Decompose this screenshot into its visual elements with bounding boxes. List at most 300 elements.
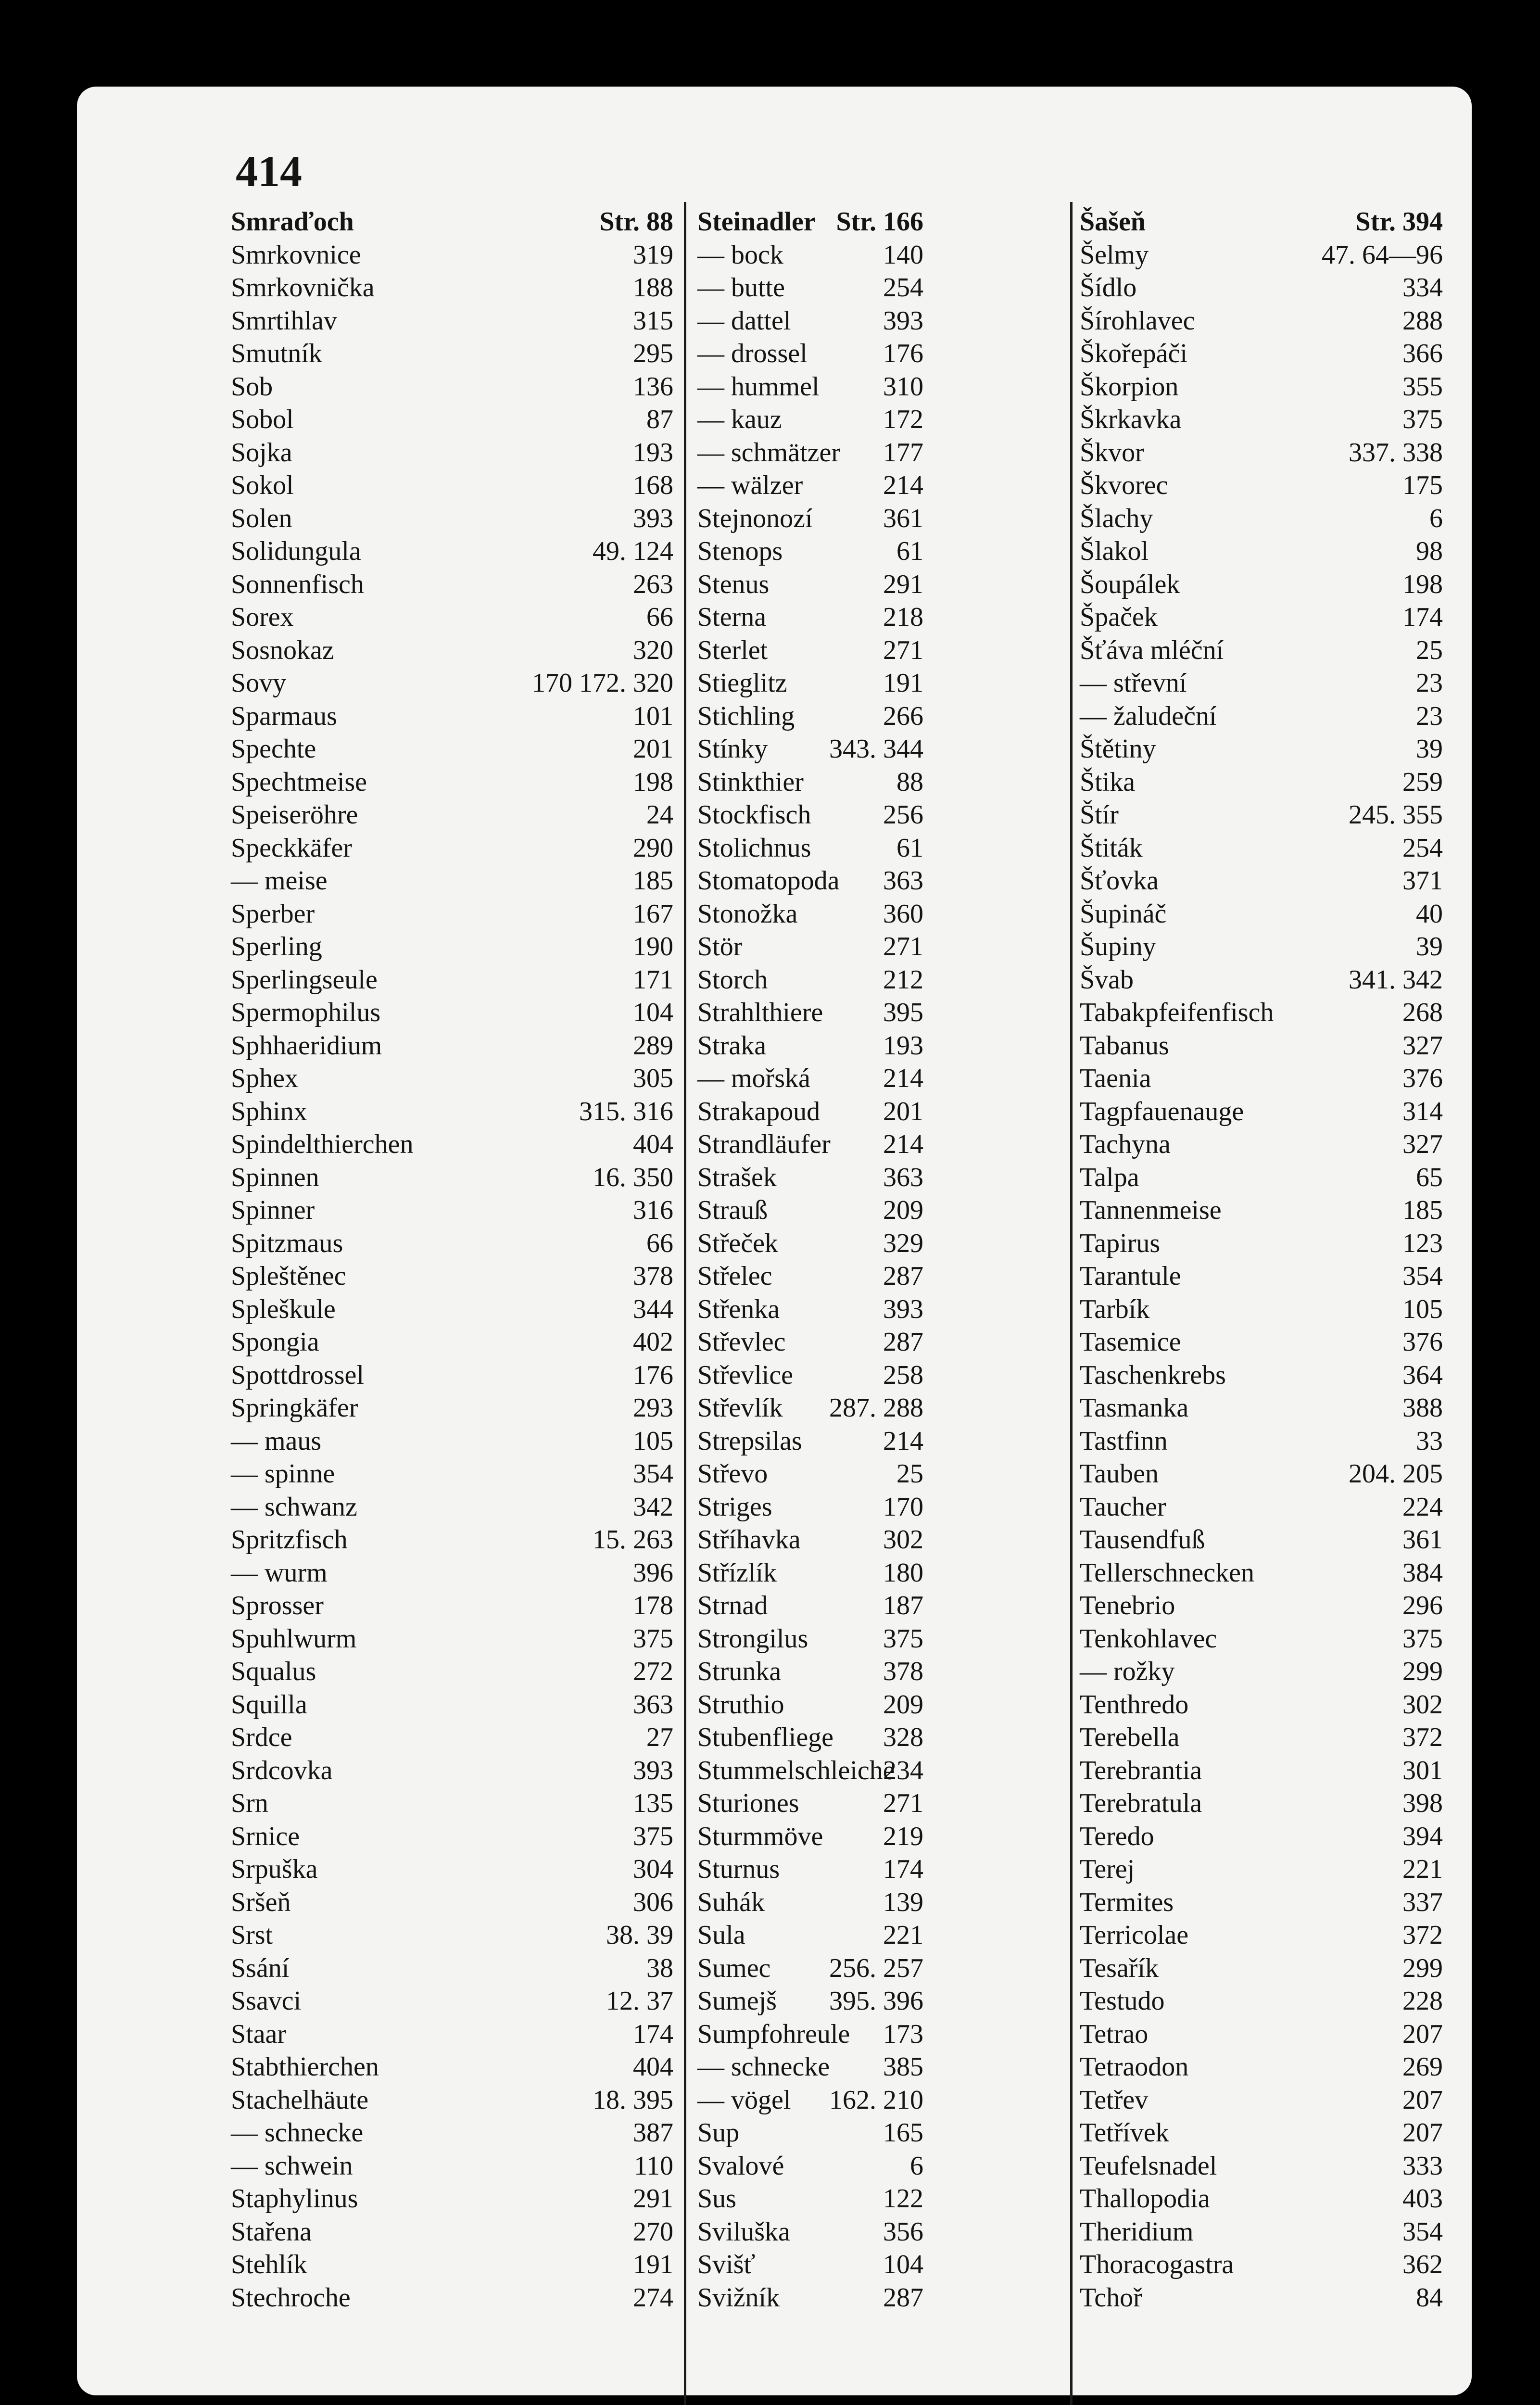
index-entry	[1080, 1425, 1443, 1458]
index-entry	[697, 930, 923, 963]
entry-page: 258	[883, 1360, 923, 1390]
index-entry	[1080, 1952, 1443, 1985]
index-entry	[1080, 667, 1443, 700]
entry-term: Spuhlwurm	[231, 1623, 357, 1654]
index-entry	[697, 2084, 923, 2117]
entry-term: Štika	[1080, 767, 1136, 797]
index-entry	[1080, 403, 1443, 436]
index-entry	[697, 1952, 923, 1985]
entry-page: 341. 342	[1349, 964, 1443, 995]
header-page: Str. 88	[599, 207, 673, 237]
index-entry	[697, 337, 923, 370]
entry-page: 395	[883, 998, 923, 1027]
entry-term: Sonnenfisch	[231, 569, 364, 599]
index-entry	[231, 1227, 673, 1260]
index-entry	[697, 1326, 923, 1359]
index-entry	[1080, 1260, 1443, 1293]
index-entry	[697, 403, 923, 436]
entry-page: 259	[1402, 767, 1443, 797]
entry-page: 201	[883, 1096, 923, 1127]
index-entry	[231, 930, 673, 963]
index-entry	[697, 271, 923, 304]
index-entry	[697, 1589, 923, 1622]
entry-page: 288	[1402, 305, 1443, 336]
entry-page: 254	[1402, 833, 1443, 863]
entry-page: 178	[633, 1591, 673, 1620]
entry-term: Spindelthierchen	[231, 1129, 414, 1159]
entry-page: 214	[883, 1063, 923, 1093]
index-entry	[231, 370, 673, 404]
entry-term: Střevlice	[697, 1360, 794, 1390]
entry-page: 228	[1402, 1986, 1443, 2016]
index-entry	[697, 1754, 923, 1787]
entry-term: Sosnokaz	[231, 635, 334, 665]
index-entry	[697, 1919, 923, 1952]
index-entry	[1080, 1227, 1443, 1260]
index-entry	[231, 535, 673, 568]
entry-term: Štiták	[1080, 833, 1143, 863]
entry-term: Solidungula	[231, 536, 361, 566]
entry-page: 290	[633, 833, 673, 863]
index-entry	[1080, 1919, 1443, 1952]
entry-page: 212	[883, 964, 923, 995]
entry-term: Spinnen	[231, 1162, 319, 1192]
entry-term: Sprosser	[231, 1591, 324, 1620]
entry-page: 393	[633, 1755, 673, 1785]
entry-term: Sperlingseule	[231, 964, 378, 995]
entry-term: Srdcovka	[231, 1755, 333, 1785]
entry-term: Spinner	[231, 1195, 315, 1225]
entry-page: 135	[633, 1788, 673, 1818]
index-entry	[231, 403, 673, 436]
entry-term: Stehlík	[231, 2250, 307, 2279]
entry-page: 214	[883, 1426, 923, 1456]
index-entry	[1080, 2150, 1443, 2183]
entry-page: 207	[1402, 2118, 1443, 2148]
index-entry	[231, 337, 673, 370]
index-entry	[231, 304, 673, 338]
index-entry	[1080, 1853, 1443, 1886]
entry-term: Smrkovnice	[231, 240, 361, 270]
entry-page: 140	[883, 240, 923, 270]
entry-page: 363	[883, 1162, 923, 1192]
index-entry	[697, 864, 923, 898]
index-entry	[231, 1095, 673, 1128]
entry-term: Sturiones	[697, 1788, 799, 1818]
index-entry	[697, 1161, 923, 1194]
entry-term: Sphhaeridium	[231, 1030, 382, 1061]
index-entry	[1080, 634, 1443, 667]
entry-term: Squalus	[231, 1657, 316, 1686]
index-entry	[231, 469, 673, 502]
entry-term: Sob	[231, 371, 273, 402]
entry-term: Terej	[1080, 1854, 1135, 1884]
entry-page: 291	[883, 569, 923, 599]
entry-term: Tenkohlavec	[1080, 1623, 1217, 1654]
entry-page: 61	[896, 536, 923, 566]
entry-page: 39	[1416, 932, 1443, 962]
index-entry	[697, 1293, 923, 1326]
index-entry	[231, 832, 673, 865]
index-entry	[231, 1787, 673, 1820]
entry-term: Taschenkrebs	[1080, 1360, 1226, 1390]
entry-page: 38	[646, 1953, 673, 1983]
entry-page: 289	[633, 1030, 673, 1061]
entry-page: 319	[633, 240, 673, 270]
index-entry	[697, 304, 923, 338]
index-entry	[1080, 1721, 1443, 1754]
index-entry	[231, 1754, 673, 1787]
entry-term: Taenia	[1080, 1063, 1151, 1093]
entry-page: 299	[1402, 1657, 1443, 1686]
entry-page: 25	[896, 1459, 923, 1489]
entry-term: Štír	[1080, 800, 1119, 830]
entry-term: Stabthierchen	[231, 2052, 379, 2082]
entry-term: Stínky	[697, 734, 768, 764]
index-entry	[697, 700, 923, 733]
entry-term: Šídlo	[1080, 273, 1137, 303]
entry-term: Strahlthiere	[697, 998, 823, 1027]
entry-term: Švab	[1080, 964, 1134, 995]
index-entry	[697, 1820, 923, 1853]
entry-page: 174	[1402, 602, 1443, 632]
entry-page: 268	[1402, 998, 1443, 1027]
index-entry	[697, 1392, 923, 1425]
entry-term: Sumec	[697, 1953, 771, 1983]
index-entry	[1080, 2084, 1443, 2117]
index-entry	[231, 1589, 673, 1622]
entry-page: 271	[883, 635, 923, 665]
header-page: Str. 166	[836, 207, 923, 237]
entry-term: Straka	[697, 1030, 767, 1061]
entry-term: Strongilus	[697, 1623, 808, 1654]
entry-term: Tarbík	[1080, 1294, 1150, 1324]
entry-page: 6	[910, 2151, 923, 2181]
entry-term: Storch	[697, 964, 768, 995]
entry-page: 38. 39	[606, 1920, 673, 1950]
entry-page: 170	[883, 1492, 923, 1522]
index-entry	[1080, 1622, 1443, 1656]
entry-page: 372	[1402, 1722, 1443, 1752]
entry-page: 271	[883, 932, 923, 962]
index-entry	[231, 502, 673, 535]
entry-page: 47. 64—96	[1322, 240, 1443, 270]
index-entry	[1080, 733, 1443, 766]
entry-term: Tagpfauenauge	[1080, 1096, 1244, 1127]
index-entry	[231, 1853, 673, 1886]
entry-term: Ssavci	[231, 1986, 302, 2016]
entry-page: 176	[883, 339, 923, 368]
index-entry	[697, 568, 923, 601]
index-entry	[697, 2248, 923, 2281]
entry-page: 306	[633, 1887, 673, 1917]
index-entry	[697, 1491, 923, 1524]
index-entry	[231, 2281, 673, 2315]
entry-page: 218	[883, 602, 923, 632]
entry-page: 302	[883, 1525, 923, 1555]
entry-page: 394	[1402, 1821, 1443, 1851]
index-entry	[697, 1128, 923, 1161]
entry-term: Stejnonozí	[697, 503, 813, 533]
index-entry	[231, 2150, 673, 2183]
entry-term: Tenthredo	[1080, 1689, 1189, 1720]
entry-term: Sus	[697, 2184, 736, 2214]
entry-term: Staar	[231, 2019, 287, 2049]
index-entry	[231, 1029, 673, 1063]
entry-page: 207	[1402, 2019, 1443, 2049]
entry-page: 105	[1402, 1294, 1443, 1324]
index-entry	[231, 2182, 673, 2215]
entry-page: 110	[634, 2151, 673, 2181]
entry-page: 327	[1402, 1030, 1443, 1061]
index-entry	[1080, 568, 1443, 601]
index-entry	[231, 2084, 673, 2117]
index-entry	[1080, 239, 1443, 272]
entry-term: — meise	[231, 866, 328, 896]
entry-term: Tabakpfeifenfisch	[1080, 998, 1274, 1027]
index-entry	[231, 2116, 673, 2150]
entry-page: 98	[1416, 536, 1443, 566]
entry-term: Střeček	[697, 1228, 778, 1258]
entry-term: Střelec	[697, 1261, 772, 1291]
index-entry	[1080, 2182, 1443, 2215]
index-entry	[697, 2051, 923, 2084]
entry-page: 375	[633, 1821, 673, 1851]
entry-term: Sobol	[231, 405, 294, 434]
entry-page: 371	[1402, 866, 1443, 896]
entry-term: Tasemice	[1080, 1327, 1181, 1357]
index-entry	[1080, 864, 1443, 898]
index-entry	[1080, 898, 1443, 931]
index-entry	[697, 1029, 923, 1063]
entry-page: 185	[1402, 1195, 1443, 1225]
entry-term: Tausendfuß	[1080, 1525, 1205, 1555]
index-column-2	[697, 205, 923, 2314]
index-entry	[231, 634, 673, 667]
index-entry	[231, 568, 673, 601]
entry-page: 263	[633, 569, 673, 599]
entry-page: 39	[1416, 734, 1443, 764]
entry-page: 176	[633, 1360, 673, 1390]
entry-page: 388	[1402, 1393, 1443, 1423]
index-entry	[697, 1721, 923, 1754]
entry-term: — vögel	[697, 2085, 791, 2115]
index-entry	[1080, 1886, 1443, 1919]
column-header	[697, 205, 923, 239]
entry-page: 209	[883, 1689, 923, 1720]
index-entry	[697, 798, 923, 832]
entry-page: 310	[883, 371, 923, 402]
entry-page: 191	[633, 2250, 673, 2279]
entry-term: Spleštěnec	[231, 1261, 346, 1291]
entry-term: Sokol	[231, 470, 294, 500]
entry-page: 101	[633, 701, 673, 731]
entry-page: 177	[883, 437, 923, 468]
entry-term: — dattel	[697, 305, 791, 336]
entry-page: 271	[883, 1788, 923, 1818]
index-entry	[1080, 271, 1443, 304]
entry-page: 287. 288	[829, 1393, 923, 1423]
entry-page: 302	[1402, 1689, 1443, 1720]
entry-page: 15. 263	[593, 1525, 673, 1555]
entry-term: Tetřev	[1080, 2085, 1149, 2115]
entry-page: 180	[883, 1557, 923, 1588]
entry-term: Tellerschnecken	[1080, 1557, 1254, 1588]
entry-term: Terebella	[1080, 1722, 1180, 1752]
entry-term: Střevlík	[697, 1393, 783, 1423]
scanned-page	[77, 87, 1472, 2395]
entry-page: 221	[1402, 1854, 1443, 1884]
entry-term: Šťáva mléční	[1080, 635, 1224, 665]
entry-page: 6	[1429, 503, 1443, 533]
entry-page: 193	[633, 437, 673, 468]
index-entry	[1080, 700, 1443, 733]
entry-term: Stonožka	[697, 899, 798, 929]
entry-term: Tetraodon	[1080, 2052, 1189, 2082]
entry-term: Tasmanka	[1080, 1393, 1189, 1423]
entry-page: 18. 395	[593, 2085, 673, 2115]
page-number: 414	[236, 147, 302, 196]
index-entry	[697, 502, 923, 535]
entry-term: Speckkäfer	[231, 833, 352, 863]
index-entry	[1080, 2051, 1443, 2084]
index-entry	[1080, 1491, 1443, 1524]
index-column-1	[231, 205, 673, 2314]
entry-term: Talpa	[1080, 1162, 1139, 1192]
entry-page: 293	[633, 1393, 673, 1423]
entry-term: Sojka	[231, 437, 292, 468]
index-entry	[231, 436, 673, 469]
index-entry	[231, 667, 673, 700]
entry-page: 40	[1416, 899, 1443, 929]
index-entry	[1080, 1589, 1443, 1622]
index-entry	[231, 1457, 673, 1491]
entry-term: Striges	[697, 1492, 772, 1522]
entry-page: 287	[883, 2282, 923, 2313]
index-entry	[697, 1227, 923, 1260]
entry-page: 234	[883, 1755, 923, 1785]
index-entry	[231, 1491, 673, 1524]
entry-page: 316	[633, 1195, 673, 1225]
index-entry	[697, 634, 923, 667]
entry-page: 256. 257	[829, 1953, 923, 1983]
entry-page: 356	[883, 2216, 923, 2247]
entry-term: Sumejš	[697, 1986, 777, 2016]
entry-page: 256	[883, 800, 923, 830]
index-entry	[231, 898, 673, 931]
index-entry	[1080, 2116, 1443, 2150]
entry-page: 172	[883, 405, 923, 434]
entry-page: 198	[633, 767, 673, 797]
entry-term: Smutník	[231, 339, 322, 368]
entry-page: 402	[633, 1327, 673, 1357]
header-page: Str. 394	[1355, 207, 1443, 237]
entry-term: Stachelhäute	[231, 2085, 369, 2115]
entry-page: 376	[1402, 1327, 1443, 1357]
entry-term: Sup	[697, 2118, 740, 2148]
entry-term: Taucher	[1080, 1492, 1166, 1522]
entry-page: 372	[1402, 1920, 1443, 1950]
index-entry	[1080, 2018, 1443, 2051]
entry-term: Spechte	[231, 734, 316, 764]
entry-term: Tetrao	[1080, 2019, 1149, 2049]
entry-page: 270	[633, 2216, 673, 2247]
entry-page: 66	[646, 1228, 673, 1258]
entry-term: — schwanz	[231, 1492, 357, 1522]
entry-page: 123	[1402, 1228, 1443, 1258]
entry-term: Spermophilus	[231, 998, 381, 1027]
entry-page: 24	[646, 800, 673, 830]
index-entry	[231, 1721, 673, 1754]
entry-term: — žaludeční	[1080, 701, 1217, 731]
entry-page: 104	[883, 2250, 923, 2279]
index-entry	[697, 766, 923, 799]
index-entry	[231, 2018, 673, 2051]
entry-term: — schnecke	[697, 2052, 830, 2082]
index-entry	[1080, 502, 1443, 535]
entry-page: 320	[633, 635, 673, 665]
entry-page: 334	[1402, 273, 1443, 303]
entry-page: 66	[646, 602, 673, 632]
index-entry	[231, 2248, 673, 2281]
entry-term: Tesařík	[1080, 1953, 1159, 1983]
entry-term: Spitzmaus	[231, 1228, 343, 1258]
entry-term: — kauz	[697, 405, 782, 434]
entry-page: 363	[633, 1689, 673, 1720]
index-entry	[1080, 963, 1443, 997]
entry-page: 139	[883, 1887, 923, 1917]
index-entry	[697, 1062, 923, 1095]
index-entry	[231, 963, 673, 997]
index-entry	[231, 700, 673, 733]
entry-page: 201	[633, 734, 673, 764]
entry-page: 221	[883, 1920, 923, 1950]
entry-term: — spinne	[231, 1459, 335, 1489]
index-entry	[231, 1886, 673, 1919]
index-entry	[1080, 1359, 1443, 1392]
index-entry	[697, 370, 923, 404]
entry-page: 207	[1402, 2085, 1443, 2115]
entry-term: Strunka	[697, 1657, 782, 1686]
entry-term: Stichling	[697, 701, 795, 731]
index-entry	[231, 1194, 673, 1227]
entry-page: 337	[1402, 1887, 1443, 1917]
entry-term: Šťovka	[1080, 866, 1159, 896]
entry-page: 104	[633, 998, 673, 1027]
index-entry	[697, 832, 923, 865]
index-entry	[697, 1787, 923, 1820]
index-entry	[1080, 2281, 1443, 2315]
index-entry	[231, 601, 673, 634]
index-entry	[1080, 2215, 1443, 2249]
entry-term: Strepsilas	[697, 1426, 802, 1456]
entry-page: 27	[646, 1722, 673, 1752]
entry-term: Termites	[1080, 1887, 1174, 1917]
index-entry	[231, 1919, 673, 1952]
index-entry	[697, 2018, 923, 2051]
entry-page: 16. 350	[593, 1162, 673, 1192]
entry-page: 33	[1416, 1426, 1443, 1456]
entry-term: Sovy	[231, 668, 287, 698]
entry-page: 315	[633, 305, 673, 336]
entry-term: Testudo	[1080, 1986, 1165, 2016]
entry-term: — střevní	[1080, 668, 1187, 698]
index-entry	[697, 1359, 923, 1392]
entry-term: Tetřívek	[1080, 2118, 1169, 2148]
entry-term: Sparmaus	[231, 701, 337, 731]
entry-term: Thallopodia	[1080, 2184, 1210, 2214]
index-entry	[231, 1820, 673, 1853]
